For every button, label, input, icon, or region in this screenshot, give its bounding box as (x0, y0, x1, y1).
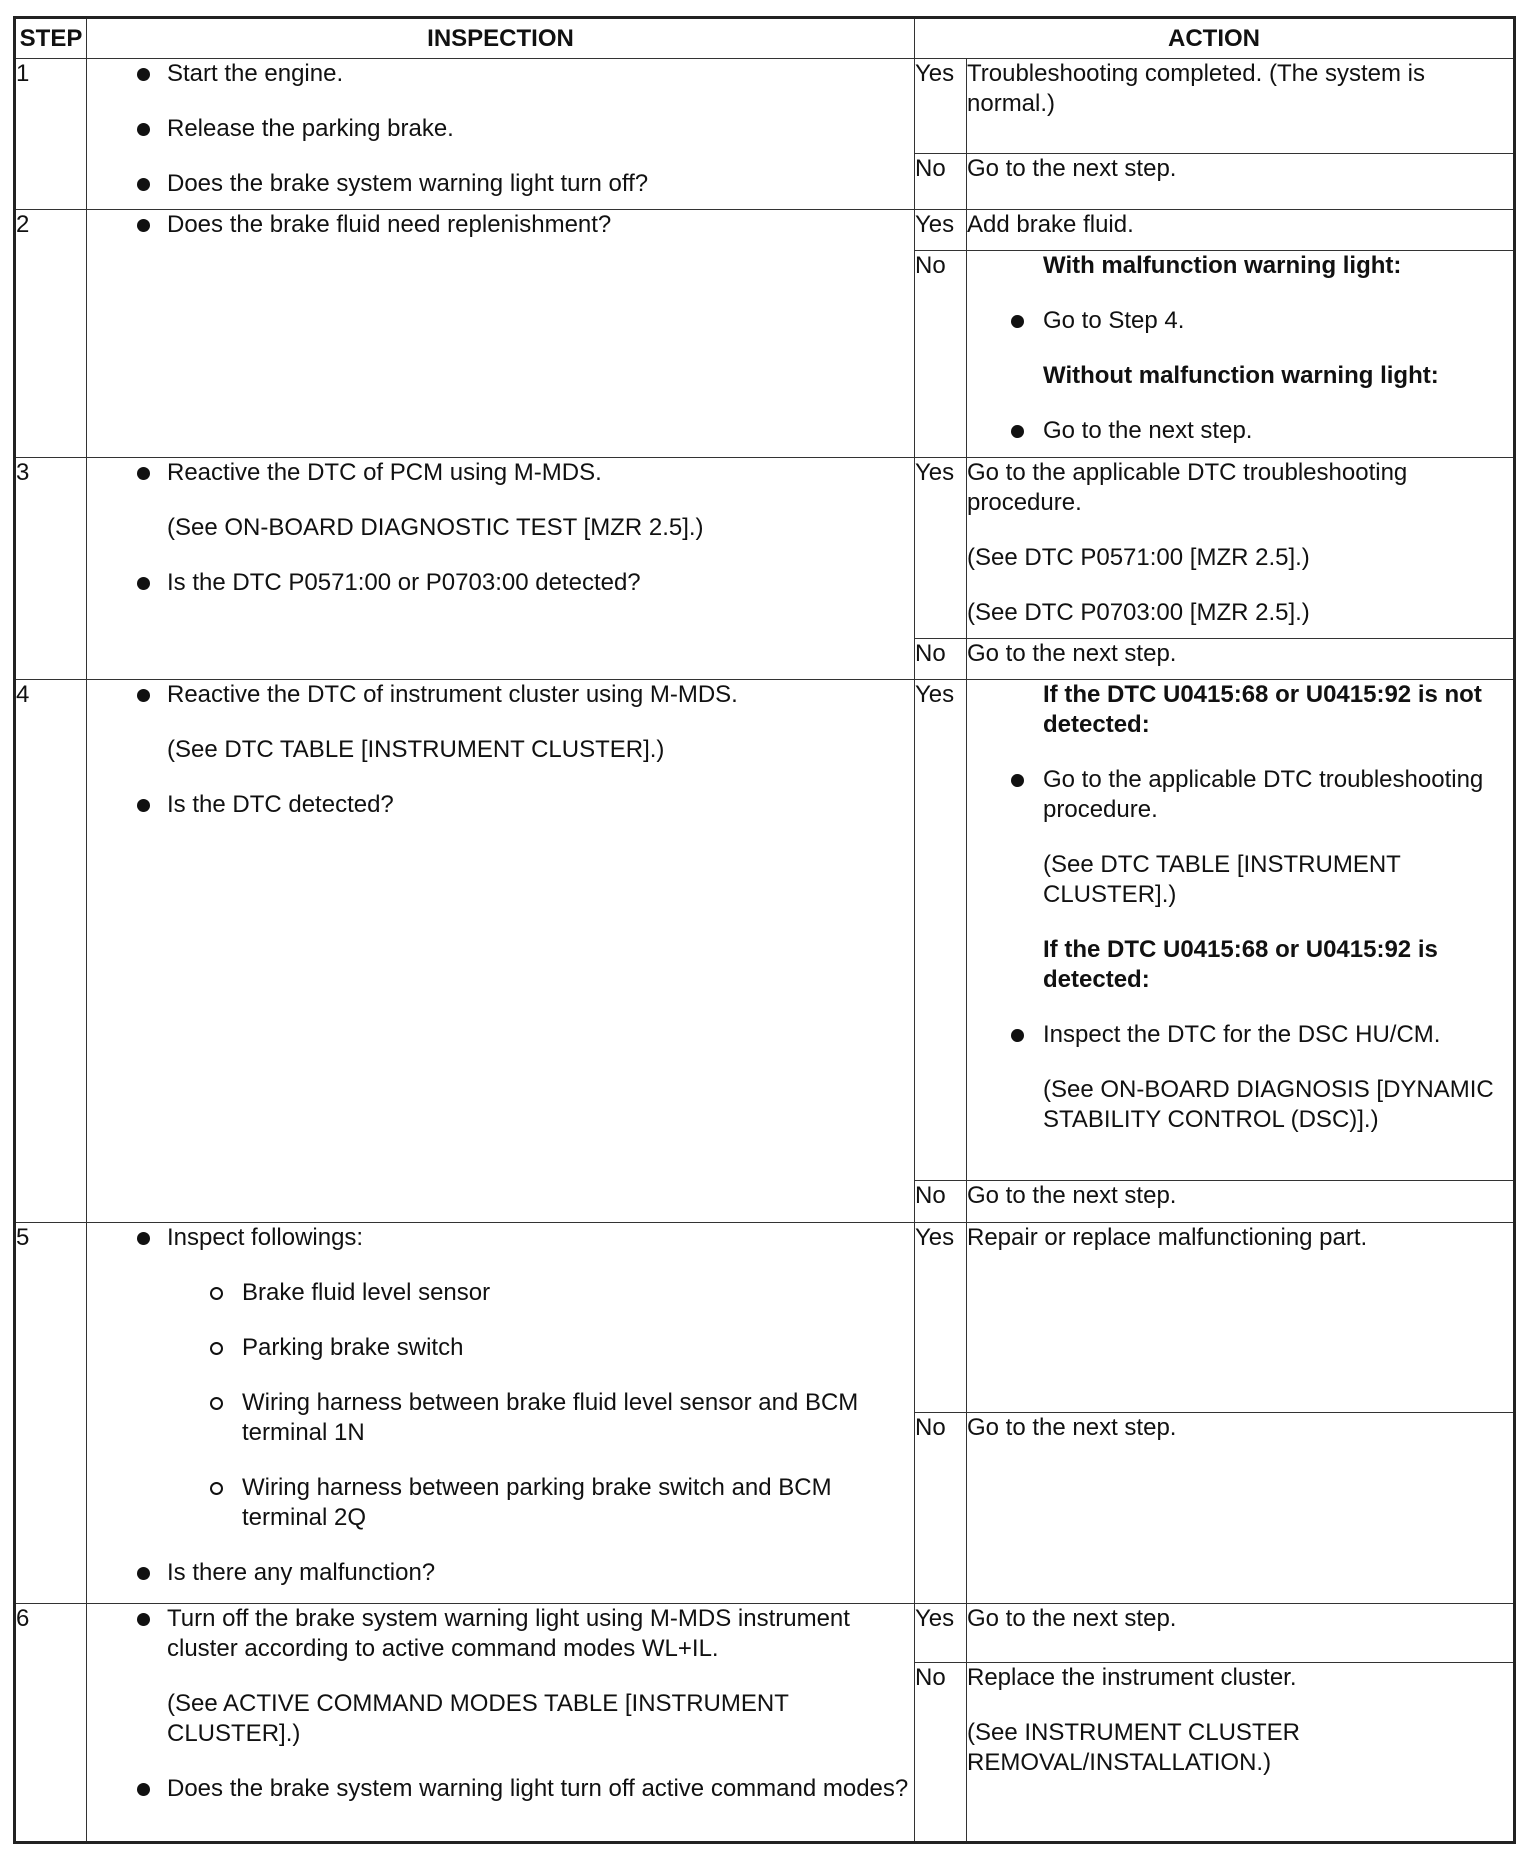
no-action: Go to the next step. (967, 639, 1515, 680)
header-row (15, 18, 1515, 59)
bullet-item: Turn off the brake system warning light using M-MDS instrument cluster according to active command modes WL+IL. (87, 1604, 914, 1664)
yes-action: Add brake fluid. (967, 209, 1515, 250)
no-action: Go to the next step. (967, 154, 1515, 209)
reference-note: (See DTC P0571:00 [MZR 2.5].) (967, 543, 1310, 571)
bullet-item: Does the brake fluid need replenishment? (87, 210, 914, 240)
reference-note: (See ON-BOARD DIAGNOSIS [DYNAMIC STABILITY CONTROL (DSC)].) (1043, 1076, 1494, 1134)
condition-heading: Without malfunction warning light: (1043, 361, 1439, 389)
bullet-item: Go to the applicable DTC troubleshooting procedure. (967, 765, 1513, 825)
bullet-item: Does the brake system warning light turn off active command modes? (87, 1774, 914, 1804)
bullet-item: Does the brake system warning light turn off? (87, 169, 914, 199)
action-text: Replace the instrument cluster. (967, 1664, 1297, 1692)
condition-heading: If the DTC U0415:68 or U0415:92 is not detected: (1043, 681, 1482, 739)
yes-label: Yes (915, 680, 967, 1181)
diagnostic-table (13, 16, 1516, 1844)
no-label: No (915, 1413, 967, 1604)
inspection-cell (87, 1603, 915, 1842)
no-label: No (915, 639, 967, 680)
bullet-item: Go to Step 4. (967, 306, 1513, 336)
step-number: 4 (15, 680, 87, 1222)
bullet-item: Start the engine. (87, 59, 914, 89)
bullet-item: Release the parking brake. (87, 114, 914, 144)
no-action: Go to the next step. (967, 1413, 1515, 1604)
bullet-item: Reactive the DTC of PCM using M-MDS. (87, 458, 914, 488)
table-row (15, 457, 1515, 638)
condition-heading: With malfunction warning light: (1043, 251, 1402, 279)
yes-action: Troubleshooting completed. (The system is normal.) (967, 59, 1515, 154)
inspection-cell (87, 1222, 915, 1603)
table-row (15, 59, 1515, 154)
no-action (967, 250, 1515, 457)
bullet-item: Reactive the DTC of instrument cluster using M-MDS. (87, 680, 914, 710)
no-action (967, 1663, 1515, 1843)
bullet-item: Is the DTC detected? (87, 790, 914, 820)
reference-note: (See INSTRUMENT CLUSTER REMOVAL/INSTALLATION.) (967, 1719, 1300, 1777)
yes-action: Go to the next step. (967, 1603, 1515, 1662)
troubleshooting-sheet (13, 16, 1513, 1844)
reference-note: (See ON-BOARD DIAGNOSTIC TEST [MZR 2.5].) (167, 513, 704, 541)
yes-label: Yes (915, 209, 967, 250)
yes-action (967, 457, 1515, 638)
inspection-cell (87, 680, 915, 1222)
table-row (15, 209, 1515, 250)
sub-item: Wiring harness between parking brake switch and BCM terminal 2Q (87, 1473, 914, 1533)
step-number: 5 (15, 1222, 87, 1603)
step-number: 6 (15, 1603, 87, 1842)
step-header: STEP (15, 18, 87, 59)
action-text: Go to the applicable DTC troubleshooting procedure. (967, 458, 1408, 516)
yes-label: Yes (915, 457, 967, 638)
reference-note: (See DTC P0703:00 [MZR 2.5].) (967, 598, 1310, 626)
sub-item: Wiring harness between brake fluid level sensor and BCM terminal 1N (87, 1388, 914, 1448)
reference-note: (See DTC TABLE [INSTRUMENT CLUSTER].) (1043, 851, 1401, 909)
step-number: 2 (15, 209, 87, 457)
bullet-item: Is the DTC P0571:00 or P0703:00 detected? (87, 568, 914, 598)
no-label: No (915, 154, 967, 209)
reference-note: (See DTC TABLE [INSTRUMENT CLUSTER].) (167, 736, 665, 764)
inspection-cell (87, 209, 915, 457)
sub-item: Parking brake switch (87, 1333, 914, 1363)
step-number: 3 (15, 457, 87, 680)
yes-label: Yes (915, 1222, 967, 1413)
no-label: No (915, 250, 967, 457)
no-action: Go to the next step. (967, 1181, 1515, 1222)
bullet-item: Inspect the DTC for the DSC HU/CM. (967, 1020, 1513, 1050)
action-header: ACTION (915, 18, 1515, 59)
table-row (15, 680, 1515, 1181)
inspection-cell (87, 59, 915, 209)
inspection-cell (87, 457, 915, 680)
table-row (15, 1603, 1515, 1662)
yes-action (967, 680, 1515, 1181)
condition-heading: If the DTC U0415:68 or U0415:92 is detected: (1043, 936, 1438, 994)
yes-label: Yes (915, 59, 967, 154)
no-label: No (915, 1181, 967, 1222)
sub-item: Brake fluid level sensor (87, 1278, 914, 1308)
yes-action: Repair or replace malfunctioning part. (967, 1222, 1515, 1413)
yes-label: Yes (915, 1603, 967, 1662)
table-row (15, 1222, 1515, 1413)
inspection-header: INSPECTION (87, 18, 915, 59)
bullet-item: Go to the next step. (967, 416, 1513, 446)
no-label: No (915, 1663, 967, 1843)
bullet-item: Inspect followings: (87, 1223, 914, 1253)
step-number: 1 (15, 59, 87, 209)
reference-note: (See ACTIVE COMMAND MODES TABLE [INSTRUMENT CLUSTER].) (167, 1689, 789, 1747)
bullet-item: Is there any malfunction? (87, 1558, 914, 1588)
